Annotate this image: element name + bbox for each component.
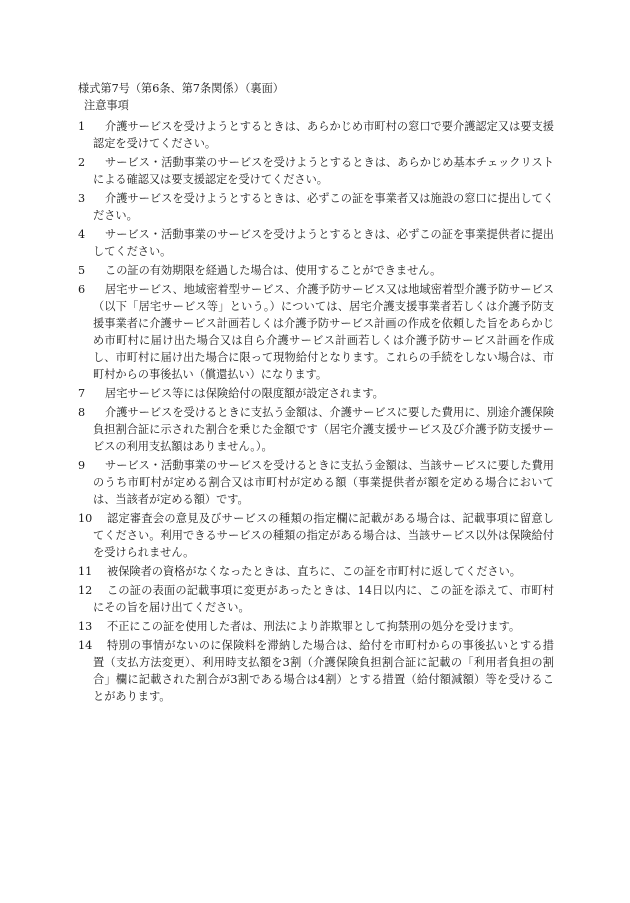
note-text: 介護サービスを受けるときに支払う金額は、介護サービスに要した費用に、別途介護保険負担割合証に示された割合を乗じた金額です（居宅介護支援サービス及び介護予防支援サービスの利用支払額はありません。）。 [93,406,554,453]
note-item [78,582,554,616]
note-item [78,404,554,455]
note-number: 13 [78,620,93,633]
note-number: 9 [78,459,86,472]
note-number: 5 [78,264,86,277]
form-title: 様式第7号（第6条、第7条関係）（裏面） [78,82,284,95]
note-number: 14 [78,639,93,652]
note-number: 4 [78,228,86,241]
note-item [78,637,554,705]
note-number: 7 [78,387,86,400]
note-item [78,262,554,279]
note-number: 3 [78,192,86,205]
note-text: 居宅サービス等には保険給付の限度額が設定されます。 [105,387,384,400]
note-number: 8 [78,406,86,419]
note-number: 1 [78,120,86,133]
note-item [78,154,554,188]
note-text: この証の有効期限を経過した場合は、使用することができません。 [105,264,442,277]
note-item [78,618,554,635]
note-text: 認定審査会の意見及びサービスの種類の指定欄に記載がある場合は、記載事項に留意してください。利用できるサービスの種類の指定がある場合は、当該サービス以外は保険給付を受けられません。 [93,512,554,559]
note-number: 6 [78,283,86,296]
note-number: 11 [78,565,93,578]
note-item [78,118,554,152]
note-number: 12 [78,584,93,597]
note-item [78,457,554,508]
note-item [78,510,554,561]
note-number: 2 [78,156,86,169]
notes-heading: 注意事項 [84,99,129,112]
note-number: 10 [78,512,93,525]
note-item [78,226,554,260]
note-text: 介護サービスを受けようとするときは、必ずこの証を事業者又は施設の窓口に提出してください。 [93,192,554,222]
note-text: 居宅サービス、地域密着型サービス、介護予防サービス又は地域密着型介護予防サービス（以下「居宅サービス等」という。）については、居宅介護支援事業者若しくは介護予防支援事業者に介護サービス計画若しくは介護予防サービス計画の作成を依頼した旨をあらかじめ市町村に届け出た場合又は自ら介護サービス計画若しくは介護予防サービス計画を作成し、市町村に届け出た場合に限って現物給付となります。これらの手続をしない場合は、市町村からの事後払い（償還払い）になります。 [93,283,554,381]
note-text: サービス・活動事業のサービスを受けるときに支払う金額は、当該サービスに要した費用のうち市町村が定める割合又は市町村が定める額（事業提供者が額を定める場合においては、当該者が定める額）です。 [93,459,554,506]
note-item [78,281,554,383]
note-text: この証の表面の記載事項に変更があったときは、14日以内に、この証を添えて、市町村にその旨を届け出てください。 [93,584,554,614]
notes-list [78,118,554,707]
note-text: 特別の事情がないのに保険料を滞納した場合は、給付を市町村からの事後払いとする措置（支払方法変更）、利用時支払額を3割（介護保険負担割合証に記載の「利用者負担の割合」欄に記載された割合が3割である場合は4割）とする措置（給付額減額）等を受けることがあります。 [93,639,554,703]
note-text: 被保険者の資格がなくなったときは、直ちに、この証を市町村に返してください。 [107,565,521,578]
note-text: 不正にこの証を使用した者は、刑法により詐欺罪として拘禁刑の処分を受けます。 [107,620,521,633]
note-text: 介護サービスを受けようとするときは、あらかじめ市町村の窓口で要介護認定又は要支援認定を受けてください。 [93,120,554,150]
note-item [78,385,554,402]
note-item [78,563,554,580]
note-item [78,190,554,224]
note-text: サービス・活動事業のサービスを受けようとするときは、あらかじめ基本チェックリストによる確認又は要支援認定を受けてください。 [93,156,554,186]
note-text: サービス・活動事業のサービスを受けようとするときは、必ずこの証を事業提供者に提出してください。 [93,228,554,258]
